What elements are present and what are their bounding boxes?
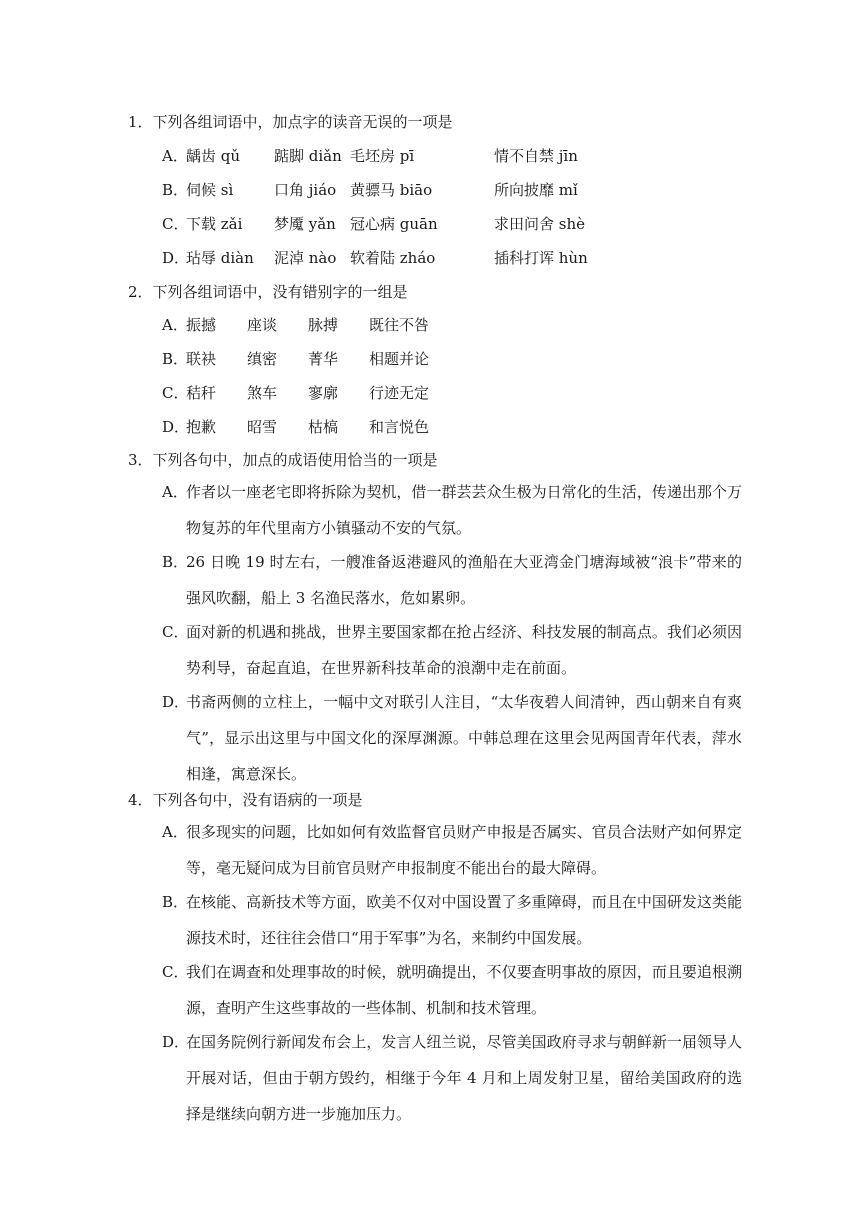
word-item: 插科打诨 hùn <box>494 249 588 267</box>
word-item: 脉搏 <box>308 316 339 334</box>
option-text: 26 日晚 19 时左右，一艘准备返港避风的渔船在大亚湾金门塘海域被“浪卡”带来的强风吹翻，船上 3 名渔民落水，危如累卵。 <box>186 553 742 607</box>
option-label: B． <box>162 893 189 911</box>
word-item: 黄骠马 biāo <box>350 181 433 199</box>
word-item: 求田问舍 shè <box>494 215 586 233</box>
option-label: B． <box>162 181 189 199</box>
option-text: 在核能、高新技术等方面，欧美不仅对中国设置了多重障碍，而且在中国研发这类能源技术时，还往往会借口“用于军事”为名，来制约中国发展。 <box>186 893 742 947</box>
word-item: 软着陆 zháo <box>350 249 436 267</box>
option-label: D． <box>162 249 190 267</box>
word-item: 毛坯房 pī <box>350 147 415 165</box>
word-item: 既往不咎 <box>369 316 430 334</box>
word-item: 秸秆 <box>186 384 217 402</box>
option-label: D． <box>162 693 190 711</box>
option-label: D． <box>162 1033 190 1051</box>
option-paragraph <box>162 684 742 792</box>
option-text: 很多现实的问题，比如如何有效监督官员财产申报是否属实、官员合法财产如何界定等，毫无疑问成为目前官员财产申报制度不能出台的最大障碍。 <box>186 823 742 877</box>
option-label: B． <box>162 350 189 368</box>
word-item: 所向披靡 mǐ <box>494 181 578 199</box>
option-label: A． <box>162 483 188 501</box>
option-paragraph <box>162 544 742 616</box>
word-item: 伺候 sì <box>186 181 234 199</box>
option-text: 书斋两侧的立柱上，一幅中文对联引人注目，“太华夜碧人间清钟，西山朝来自有爽气”，显示出这里与中国文化的深厚渊源。中韩总理在这里会见两国青年代表，萍水相逢，寓意深长。 <box>186 693 742 783</box>
word-item: 昭雪 <box>247 418 278 436</box>
word-item: 梦魇 yǎn <box>274 215 336 233</box>
word-item: 龋齿 qǔ <box>186 147 241 165</box>
word-item: 煞车 <box>247 384 278 402</box>
option-label: C． <box>162 623 189 641</box>
word-item: 冠心病 guān <box>350 215 438 233</box>
word-item: 相题并论 <box>369 350 430 368</box>
option-text: 我们在调查和处理事故的时候，就明确提出，不仅要查明事故的原因，而且要追根溯源，查明产生这些事故的一些体制、机制和技术管理。 <box>186 963 742 1017</box>
option-label: B． <box>162 553 189 571</box>
option-label: A． <box>162 316 188 334</box>
option-paragraph <box>162 1024 742 1132</box>
word-item: 联袂 <box>186 350 217 368</box>
option-paragraph <box>162 884 742 956</box>
word-item: 枯槁 <box>308 418 339 436</box>
word-item: 缜密 <box>247 350 278 368</box>
option-label: C． <box>162 963 189 981</box>
option-paragraph <box>162 814 742 886</box>
option-paragraph <box>162 474 742 546</box>
option-text: 面对新的机遇和挑战，世界主要国家都在抢占经济、科技发展的制高点。我们必须因势利导，奋起直追，在世界新科技革命的浪潮中走在前面。 <box>186 623 742 677</box>
word-item: 座谈 <box>247 316 278 334</box>
question-stem: 4．下列各句中，没有语病的一项是 <box>128 791 363 809</box>
word-item: 菁华 <box>308 350 339 368</box>
word-item: 玷辱 diàn <box>186 249 254 267</box>
word-item: 寥廓 <box>308 384 339 402</box>
option-label: A． <box>162 147 188 165</box>
word-item: 下载 zǎi <box>186 215 243 233</box>
option-label: C． <box>162 215 189 233</box>
question-stem: 1．下列各组词语中，加点字的读音无误的一项是 <box>128 113 453 131</box>
option-paragraph <box>162 614 742 686</box>
option-text: 在国务院例行新闻发布会上，发言人纽兰说，尽管美国政府寻求与朝鲜新一届领导人开展对话，但由于朝方毁约，相继于今年 4 月和上周发射卫星，留给美国政府的选择是继续向朝方进一步施加压力。 <box>186 1033 742 1123</box>
word-item: 口角 jiáo <box>274 181 337 199</box>
option-label: A． <box>162 823 188 841</box>
question-stem: 2．下列各组词语中，没有错别字的一组是 <box>128 283 408 301</box>
word-item: 抱歉 <box>186 418 217 436</box>
word-item: 行迹无定 <box>369 384 430 402</box>
option-text: 作者以一座老宅即将拆除为契机，借一群芸芸众生极为日常化的生活，传递出那个万物复苏的年代里南方小镇骚动不安的气氛。 <box>186 483 742 537</box>
option-paragraph <box>162 954 742 1026</box>
option-label: D． <box>162 418 190 436</box>
word-item: 和言悦色 <box>369 418 430 436</box>
word-item: 泥淖 nào <box>274 249 337 267</box>
word-item: 踮脚 diǎn <box>274 147 342 165</box>
word-item: 振撼 <box>186 316 217 334</box>
question-stem: 3．下列各句中，加点的成语使用恰当的一项是 <box>128 451 438 469</box>
option-label: C． <box>162 384 189 402</box>
word-item: 情不自禁 jīn <box>494 147 578 165</box>
